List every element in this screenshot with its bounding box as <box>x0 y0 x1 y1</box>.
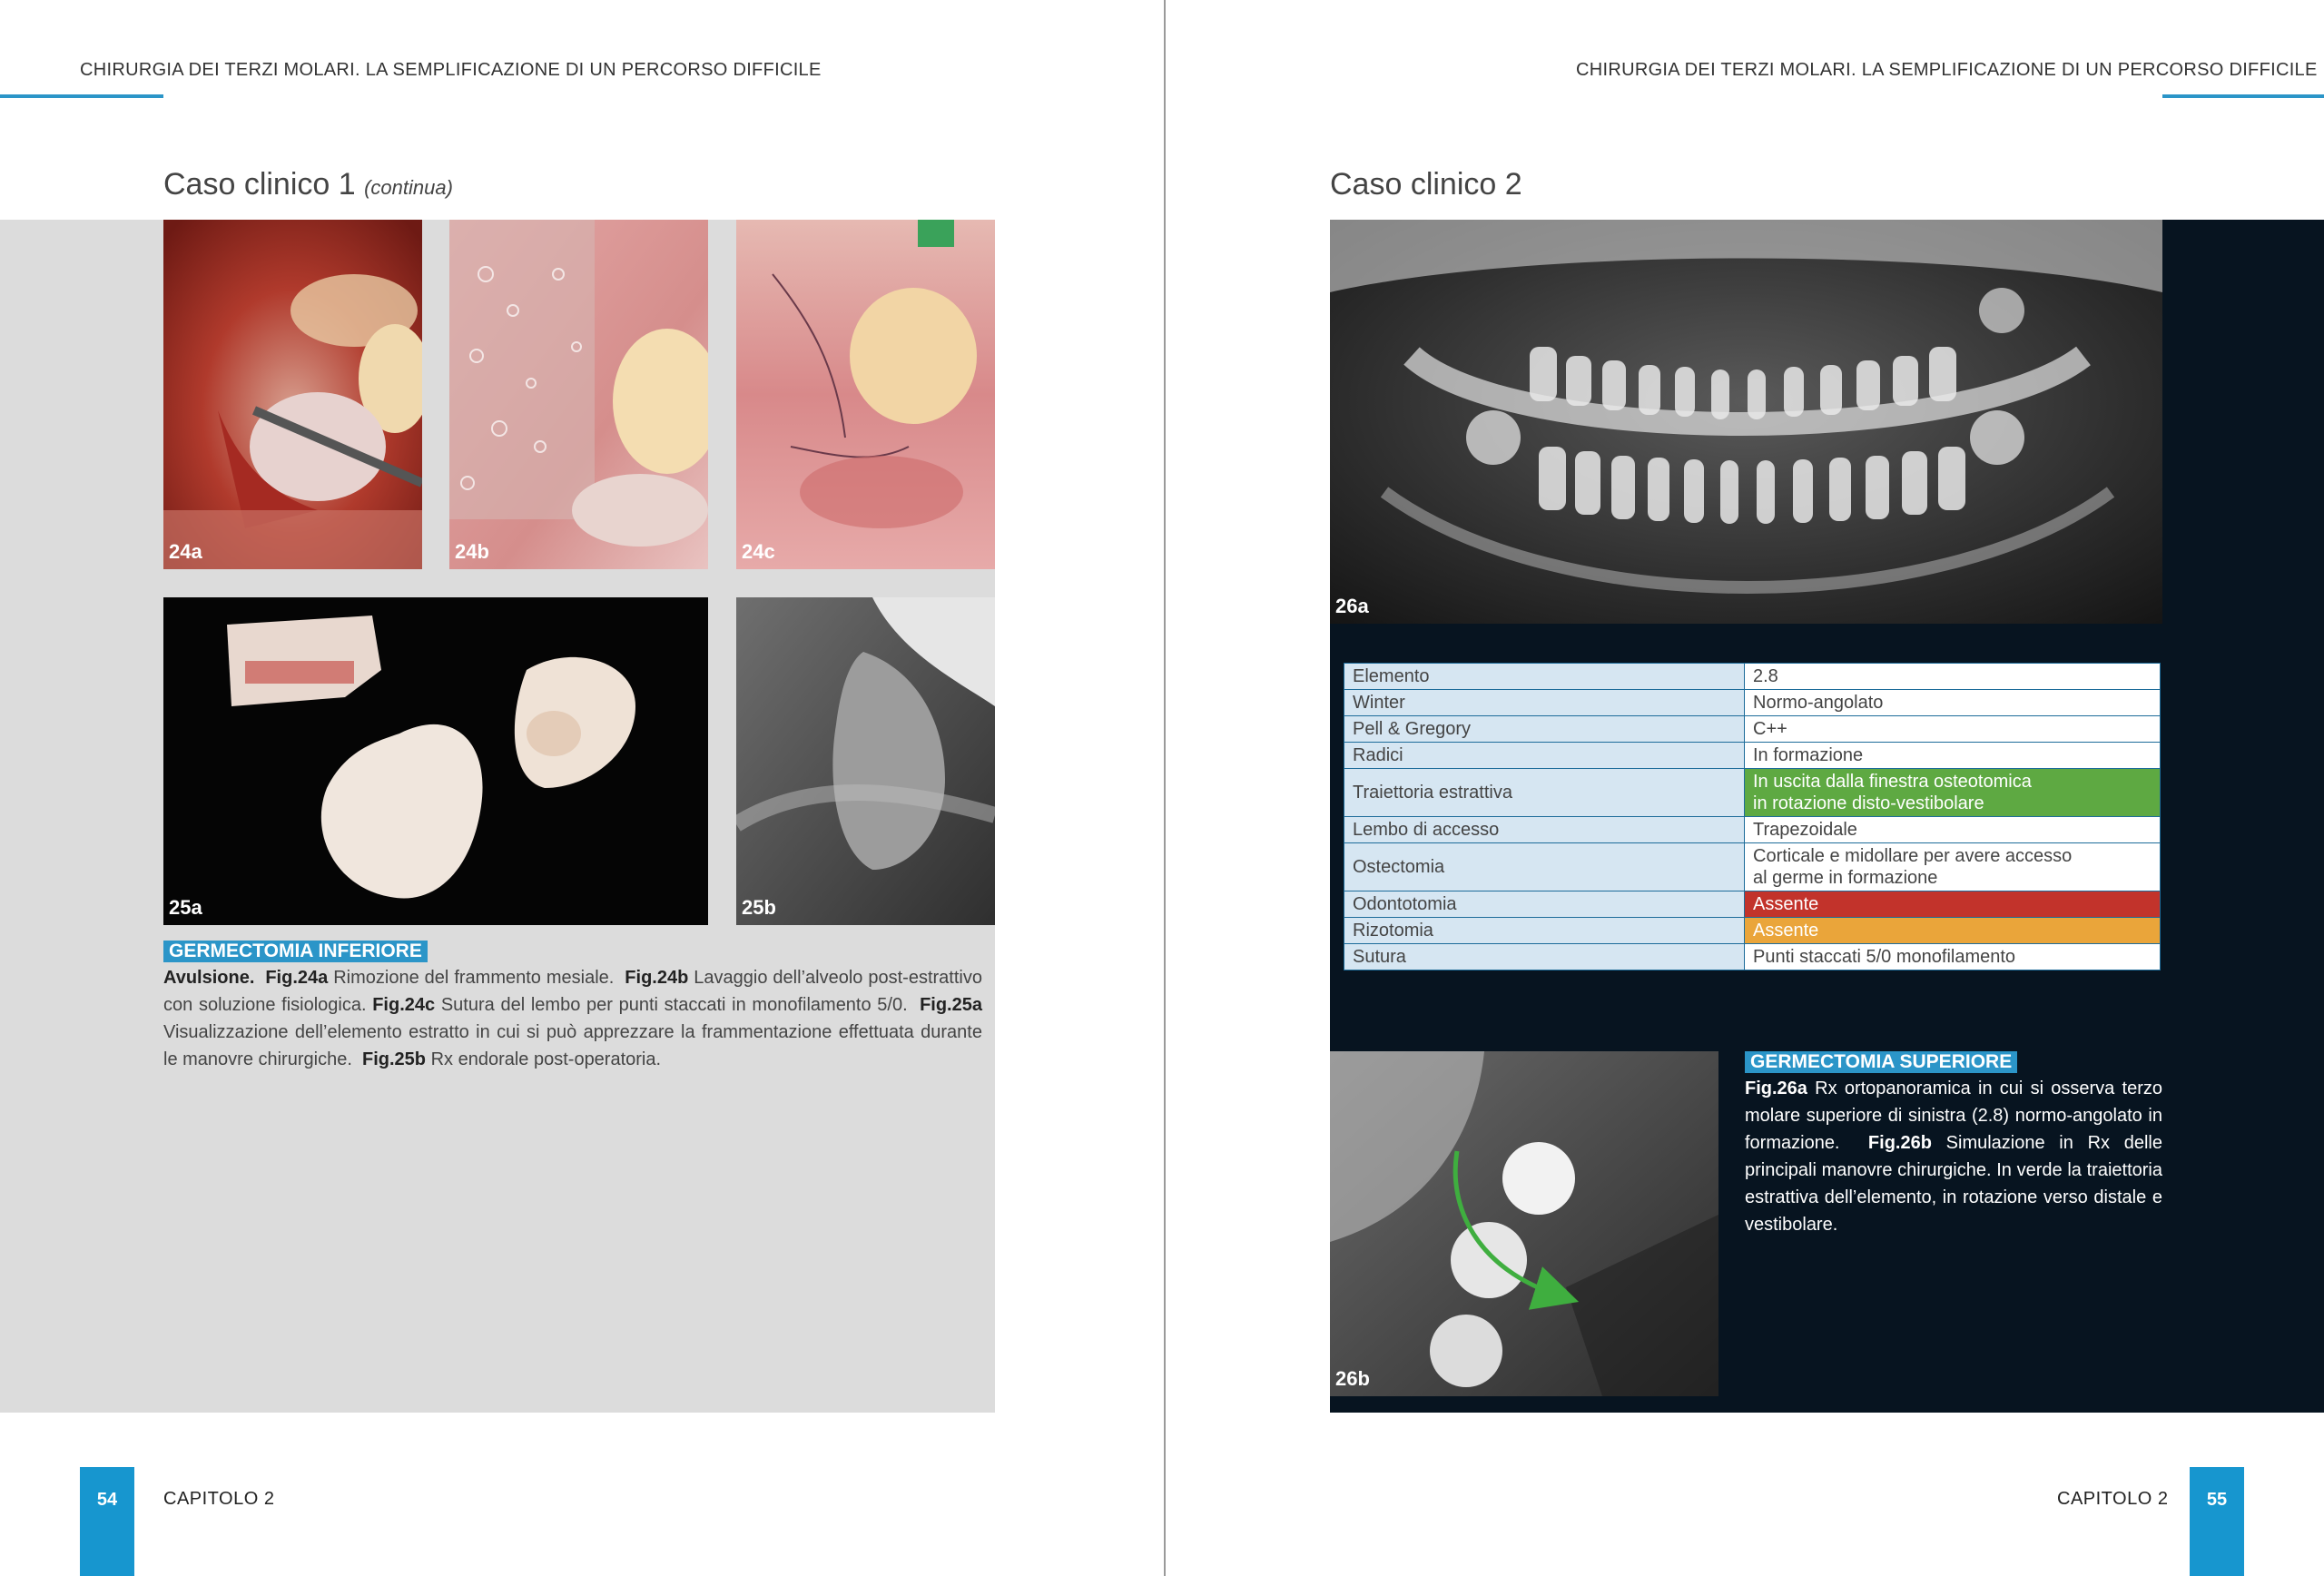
table-value <box>1745 843 2161 891</box>
right-section-tag <box>1745 1051 2017 1073</box>
table-value <box>1745 690 2161 716</box>
label-24a: 24a <box>169 540 202 563</box>
table-key: Elemento <box>1344 664 1745 690</box>
photo-24b-image <box>449 220 708 569</box>
photo-26b <box>1330 1051 1718 1396</box>
photo-25b <box>736 597 995 925</box>
table-value-line: C++ <box>1753 719 1787 739</box>
caption-avulsione: Avulsione. <box>163 968 255 988</box>
right-running-header: CHIRURGIA DEI TERZI MOLARI. LA SEMPLIFICAZIONE DI UN PERCORSO DIFFICILE <box>1576 60 2318 80</box>
label-25b: 25b <box>742 896 776 919</box>
table-key: Traiettoria estrattiva <box>1344 769 1745 817</box>
photo-26b-image <box>1330 1051 1718 1396</box>
table-row <box>1344 664 2161 690</box>
table-key: Lembo di accesso <box>1344 817 1745 843</box>
table-row <box>1344 843 2161 891</box>
label-26b: 26b <box>1335 1367 1370 1390</box>
table-key: Radici <box>1344 743 1745 769</box>
caption-fig25a: Fig.25a <box>920 995 982 1015</box>
table-key: Ostectomia <box>1344 843 1745 891</box>
table-key: Pell & Gregory <box>1344 716 1745 743</box>
table-value <box>1745 918 2161 944</box>
caption-fig24a-text: Rimozione del frammento mesiale. <box>333 968 615 988</box>
table-row <box>1344 690 2161 716</box>
left-caption <box>163 964 982 1073</box>
table-value-line: Corticale e midollare per avere accesso <box>1753 846 2073 866</box>
caption-fig25b: Fig.25b <box>362 1049 427 1069</box>
table-key: Winter <box>1344 690 1745 716</box>
right-page-number: 55 <box>2190 1467 2244 1576</box>
photo-24c-image <box>736 220 995 569</box>
table-value <box>1745 716 2161 743</box>
photo-25a-image <box>163 597 708 925</box>
table-value-line: Assente <box>1753 894 1819 914</box>
label-24c: 24c <box>742 540 775 563</box>
table-value <box>1745 769 2161 817</box>
photo-26a <box>1330 220 2162 624</box>
right-chapter-label: CAPITOLO 2 <box>2057 1489 2169 1509</box>
table-row <box>1344 769 2161 817</box>
table-value-line: Trapezoidale <box>1753 820 1857 840</box>
section-tag-superiore: GERMECTOMIA SUPERIORE <box>1745 1051 2017 1073</box>
right-case-title: Caso clinico 2 <box>1330 167 1522 202</box>
caption-fig26a: Fig.26a <box>1745 1079 1807 1098</box>
photo-24b <box>449 220 708 569</box>
table-key: Odontotomia <box>1344 891 1745 918</box>
case-title-text: Caso clinico 1 <box>163 167 356 202</box>
caption-fig26a-text: Rx ortopanoramica in cui si osserva terzo molare superiore di sinistra (2.8) normo-angolato in formazione. <box>1745 1079 2162 1153</box>
caption-fig26b: Fig.26b <box>1867 1133 1932 1153</box>
table-value-line: Punti staccati 5/0 monofilamento <box>1753 947 2016 967</box>
table-value <box>1745 891 2161 918</box>
table-value-line: al germe in formazione <box>1753 868 1938 888</box>
table-row <box>1344 918 2161 944</box>
photo-26a-image <box>1330 220 2162 624</box>
table-row <box>1344 944 2161 970</box>
photo-24a-image <box>163 220 422 569</box>
right-caption <box>1745 1075 2162 1238</box>
table-value-line: 2.8 <box>1753 666 1778 686</box>
left-running-header: CHIRURGIA DEI TERZI MOLARI. LA SEMPLIFICAZIONE DI UN PERCORSO DIFFICILE <box>80 60 822 80</box>
table-row <box>1344 743 2161 769</box>
table-value-line: Assente <box>1753 921 1819 941</box>
right-header-rule <box>2162 94 2324 98</box>
properties-table <box>1344 663 2161 970</box>
table-value <box>1745 664 2161 690</box>
caption-fig24c-text: Sutura del lembo per punti staccati in monofilamento 5/0. <box>440 995 908 1015</box>
table-row <box>1344 891 2161 918</box>
left-header-rule <box>0 94 163 98</box>
caption-fig24b-text: Lavaggio dell’alveolo post-estrattivo con soluzione fisiologica. <box>163 968 982 1015</box>
table-row <box>1344 716 2161 743</box>
label-24b: 24b <box>455 540 489 563</box>
table-value-line: Normo-angolato <box>1753 693 1884 713</box>
table-value-line: in rotazione disto-vestibolare <box>1753 793 1984 813</box>
caption-fig25a-text: Visualizzazione dell’elemento estratto in cui si può apprezzare la frammentazione effettuata durante le manovre chirurgiche. <box>163 1022 982 1069</box>
table-value <box>1745 743 2161 769</box>
table-key: Rizotomia <box>1344 918 1745 944</box>
photo-25a <box>163 597 708 925</box>
table-row <box>1344 817 2161 843</box>
caption-fig25b-text: Rx endorale post-operatoria. <box>430 1049 662 1069</box>
left-case-title <box>163 167 453 202</box>
page-fold <box>1164 0 1166 1576</box>
caption-fig24a: Fig.24a <box>265 968 329 988</box>
photo-24c <box>736 220 995 569</box>
photo-24a <box>163 220 422 569</box>
left-chapter-label: CAPITOLO 2 <box>163 1489 275 1509</box>
photo-25b-image <box>736 597 995 925</box>
table-value <box>1745 817 2161 843</box>
caption-fig26b-text: Simulazione in Rx delle principali manovre chirurgiche. In verde la traiettoria estrattiva dell’elemento, in rotazione verso distale e vestibolare. <box>1745 1133 2162 1235</box>
case-title-note: (continua) <box>364 176 453 199</box>
table-value-line: In uscita dalla finestra osteotomica <box>1753 772 2032 792</box>
caption-fig24b: Fig.24b <box>625 968 689 988</box>
section-tag-inferiore: GERMECTOMIA INFERIORE <box>163 941 428 962</box>
label-26a: 26a <box>1335 595 1369 617</box>
table-value-line: In formazione <box>1753 745 1864 765</box>
tooth-classification-table <box>1344 663 2161 970</box>
table-key: Sutura <box>1344 944 1745 970</box>
table-value <box>1745 944 2161 970</box>
left-section-tag <box>163 941 428 962</box>
left-page-number: 54 <box>80 1467 134 1576</box>
label-25a: 25a <box>169 896 202 919</box>
caption-fig24c: Fig.24c <box>372 995 436 1015</box>
